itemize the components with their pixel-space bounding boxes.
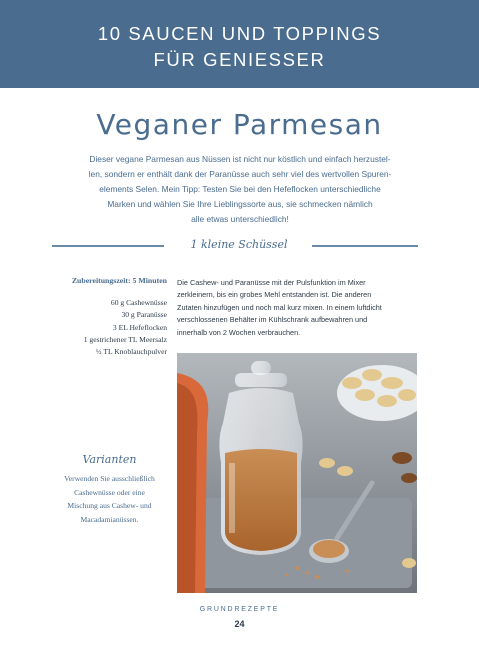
intro-line: elements Selen. Mein Tipp: Testen Sie bei den Hefeflocken unterschiedliche <box>99 184 381 194</box>
chapter-header <box>0 0 479 88</box>
page-number: 24 <box>234 619 245 629</box>
variants-line: Macadamianüssen. <box>80 514 139 524</box>
variants-line: Cashewnüsse oder eine <box>74 487 145 497</box>
chapter-title-line-1: 10 SAUCEN UND TOPPINGS <box>97 23 382 44</box>
method-line: Zutaten hinzufügen und noch mal kurz mixen. In einem luftdicht <box>177 302 382 312</box>
variants-line: Mischung aus Cashew- und <box>67 501 152 510</box>
ingredient-item: ½ TL Knoblauchpulver <box>95 347 167 357</box>
variants-line: Verwenden Sie ausschließlich <box>64 474 155 483</box>
prep-time: Zubereitungszeit: 5 Minuten <box>71 276 167 285</box>
method-line: verschlossenen Behälter im Kühlschrank aufbewahren und <box>177 315 368 325</box>
intro-line: alle etwas unterschiedlich! <box>191 214 289 224</box>
recipe-title: Veganer Parmesan <box>96 108 383 141</box>
intro-line: len, sondern er enthält dank der Paranüsse auch sehr viel des wertvollen Spuren- <box>88 169 392 179</box>
divider-right <box>312 245 418 247</box>
chapter-title-line-2: FÜR GENIESSER <box>153 49 326 70</box>
divider-left <box>52 245 164 247</box>
method-line: zerkleinern, bis ein grobes Mehl entstanden ist. Die anderen <box>177 290 372 300</box>
ingredient-list <box>52 297 167 358</box>
method-text <box>177 277 427 339</box>
ingredient-item: 30 g Paranüsse <box>121 310 167 320</box>
intro-line: Marken und wählen Sie Ihre Lieblingssorte aus, sie schmecken nämlich <box>107 199 373 209</box>
method-line: Die Cashew- und Paranüsse mit der Pulsfunktion im Mixer <box>177 278 366 287</box>
variants-heading: Varianten <box>82 453 137 466</box>
recipe-photo <box>177 353 417 593</box>
method-line: innerhalb von 2 Wochen verbrauchen. <box>177 327 301 337</box>
variants-text <box>52 472 167 526</box>
ingredient-item: 60 g Cashewnüsse <box>110 298 167 307</box>
recipe-intro <box>60 152 420 227</box>
intro-line: Dieser vegane Parmesan aus Nüssen ist nicht nur köstlich und einfach herzustel- <box>89 154 391 164</box>
recipe-yield: 1 kleine Schüssel <box>190 238 288 251</box>
ingredient-item: 1 gestrichener TL Meersalz <box>83 334 167 344</box>
section-label: GRUNDREZEPTE <box>199 606 280 613</box>
ingredient-item: 3 EL Hefeflocken <box>112 322 167 332</box>
